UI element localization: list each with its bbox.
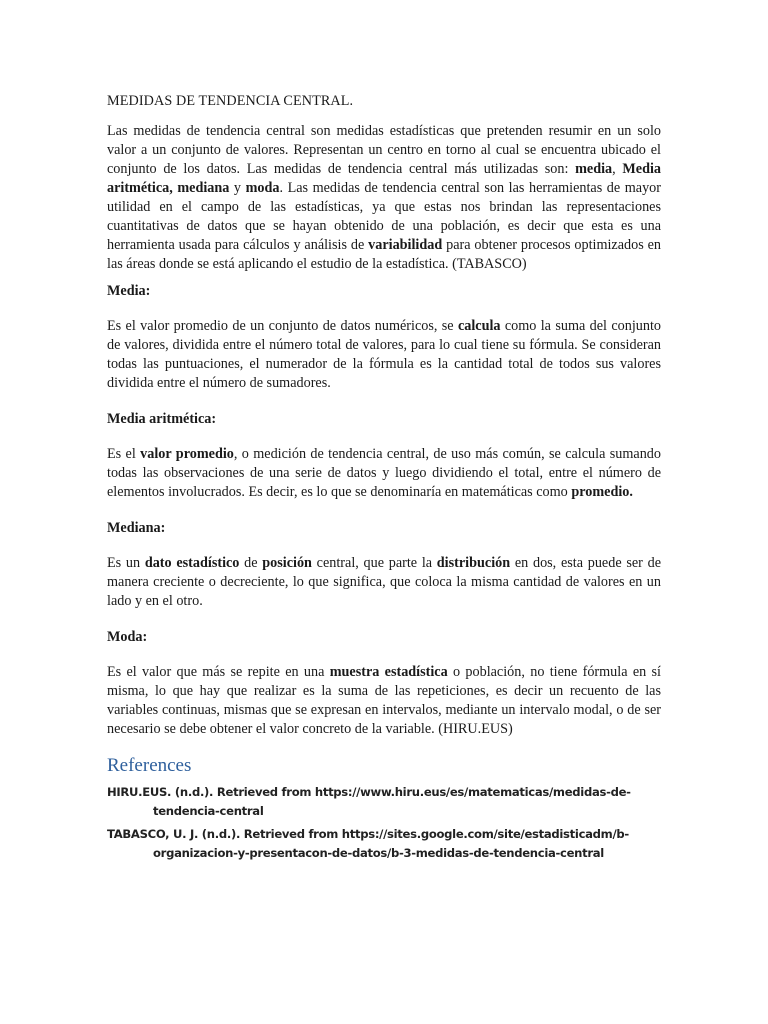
ma-bold-valor-promedio: valor promedio	[140, 446, 234, 462]
media-aritmetica-paragraph	[107, 445, 661, 502]
section-title-media: Media:	[107, 283, 151, 299]
media-paragraph	[107, 317, 661, 393]
intro-text-2: ,	[612, 161, 623, 177]
media-text-2: como la suma del conjunto de valores, dividida entre el número total de valores, para lo cual tiene su fórmula. Se consideran todas las puntuaciones, el numerador de la fórmula es la cantidad total de todos sus valores dividida entre el número de sumadores.	[107, 318, 661, 391]
moda-text-2: o población, no tiene fórmula en sí misma, lo que hay que realizar es la suma de las repeticiones, es decir un recuento de las variables continuas, mismas que se expresan en intervalos, mediante un intervalo modal, o de ser necesario se debe obtener el valor concreto de la variable. (HIRU.EUS)	[107, 664, 661, 737]
mediana-text-3: central, que parte la	[311, 555, 437, 571]
intro-bold-media-aritmetica: Media aritmética, mediana	[107, 161, 661, 196]
section-title-media-aritmetica: Media aritmética:	[107, 411, 217, 427]
media-bold-calcula: calcula	[457, 318, 501, 334]
intro-text-1: Las medidas de tendencia central son medidas estadísticas que pretenden resumir en un solo valor a un conjunto de valores. Representan un centro en torno al cual se encuentra ubicado el conjunto de los datos. Las medidas de tendencia central más utilizadas son:	[107, 123, 661, 177]
ma-bold-promedio: promedio.	[571, 484, 633, 500]
intro-text-3: y	[229, 180, 246, 196]
ma-text-2: , o medición de tendencia central, de uso más común, se calcula sumando todas las observaciones de una serie de datos y luego dividiendo el total, entre el número de elementos involucrados. Es decir, es lo que se denominaría en matemáticas como	[107, 446, 661, 500]
intro-text-5: para obtener procesos optimizados en las áreas donde se está aplicando el estudio de la estadística. (TABASCO)	[107, 237, 661, 272]
moda-paragraph	[107, 663, 661, 739]
mediana-bold-dato-estadistico: dato estadístico	[144, 555, 240, 571]
reference-item-hiru: HIRU.EUS. (n.d.). Retrieved from https://www.hiru.eus/es/matematicas/medidas-de-tendencia-central	[107, 785, 631, 818]
intro-bold-variabilidad: variabilidad	[368, 237, 443, 253]
references-heading: References	[107, 755, 192, 776]
moda-bold-muestra-estadistica: muestra estadística	[329, 664, 448, 680]
mediana-bold-distribucion: distribución	[436, 555, 511, 571]
intro-text-4: . Las medidas de tendencia central son las herramientas de mayor utilidad en el campo de las estadísticas, ya que estas nos brindan las representaciones cuantitativas de datos que se hayan obtenido de una población, es decir que esta es una herramienta usada para cálculos y análisis de	[107, 180, 661, 253]
moda-text-1: Es el valor que más se repite en una	[107, 664, 330, 680]
intro-bold-moda: moda	[245, 180, 280, 196]
intro-paragraph	[107, 122, 661, 274]
section-title-mediana: Mediana:	[107, 520, 166, 536]
mediana-paragraph	[107, 554, 661, 611]
intro-bold-media: media	[575, 161, 613, 177]
mediana-text-4: en dos, esta puede ser de manera creciente o decreciente, lo que significa, que coloca la misma cantidad de valores en un lado y en el otro.	[107, 555, 661, 609]
mediana-bold-posicion: posición	[262, 555, 312, 571]
mediana-text-1: Es un	[107, 555, 145, 571]
document-title: MEDIDAS DE TENDENCIA CENTRAL.	[107, 93, 354, 109]
mediana-text-2: de	[239, 555, 263, 571]
media-text-1: Es el valor promedio de un conjunto de datos numéricos, se	[107, 318, 458, 334]
section-title-moda: Moda:	[107, 629, 148, 645]
reference-item-tabasco: TABASCO, U. J. (n.d.). Retrieved from https://sites.google.com/site/estadisticadm/b-organizacion-y-presentacon-de-datos/b-3-medidas-de-tendencia-central	[107, 827, 629, 860]
ma-text-1: Es el	[107, 446, 141, 462]
